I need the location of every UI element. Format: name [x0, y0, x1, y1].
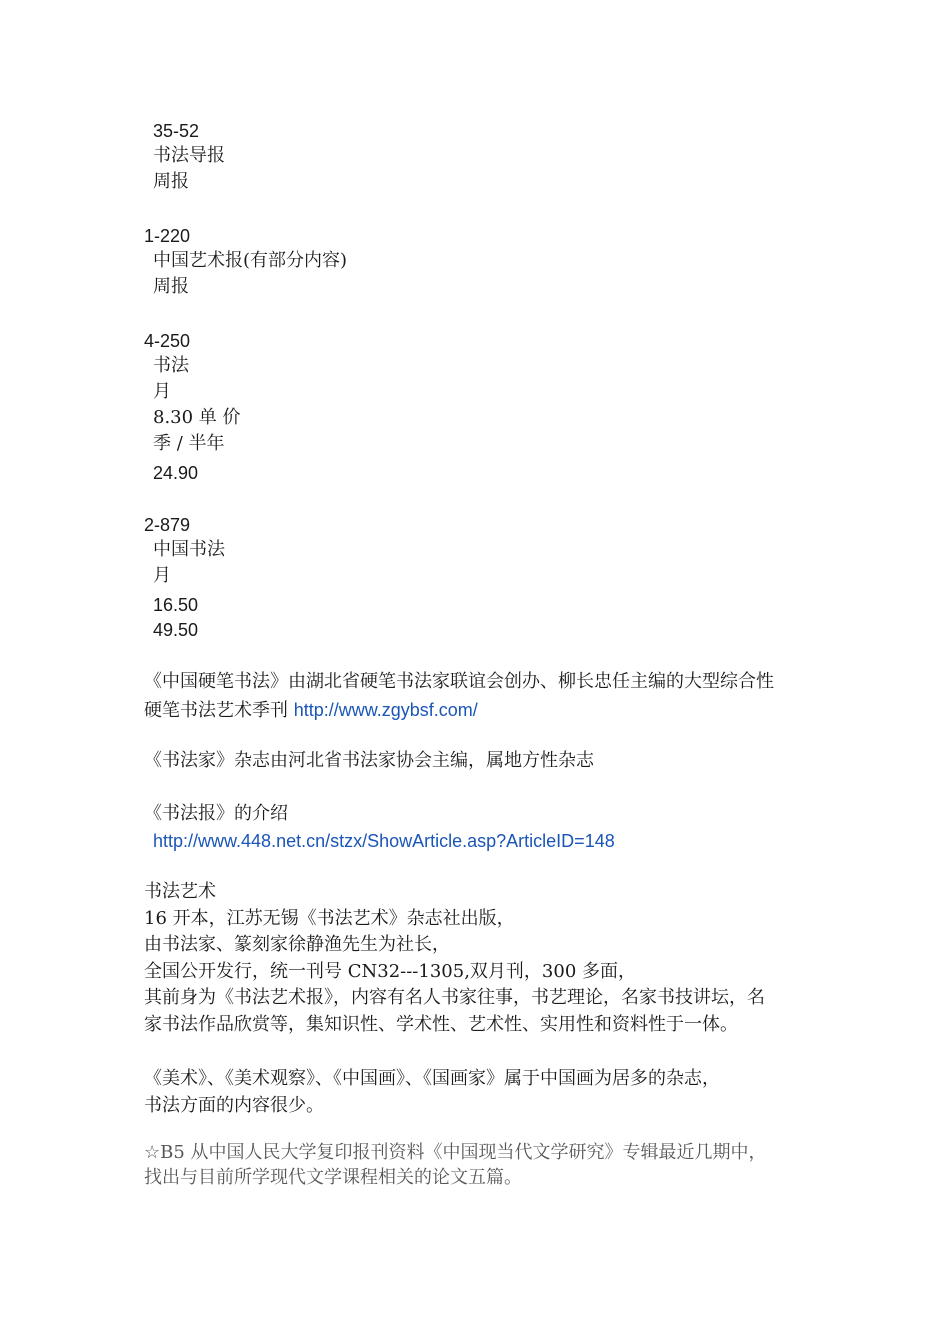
- publication-name: 中国书法: [153, 539, 225, 560]
- paragraph-line: 书法方面的内容很少。: [144, 1095, 324, 1116]
- issue-code: 4-250: [144, 331, 191, 351]
- publication-name: 中国艺术报(有部分内容): [153, 250, 348, 271]
- issue-code: 1-220: [144, 226, 191, 246]
- assignment-line: 找出与目前所学现代文学课程相关的论文五篇。: [144, 1167, 522, 1188]
- unit-price: 8.30 单 价: [153, 407, 241, 428]
- section-title: 《书法报》的介绍: [144, 803, 288, 824]
- issue-code: 2-879: [144, 515, 191, 535]
- paragraph-line: 由书法家、篆刻家徐静渔先生为社长，: [144, 934, 450, 955]
- publication-frequency: 周报: [153, 171, 189, 192]
- paragraph-line: 《美术》、《美术观察》、《中国画》、《国画家》属于中国画为居多的杂志，: [144, 1068, 720, 1089]
- paragraph-line: 《书法家》杂志由河北省书法家协会主编，属地方性杂志: [144, 750, 594, 771]
- total-price: 49.50: [153, 620, 199, 640]
- publication-frequency: 月: [153, 565, 171, 586]
- paragraph-line: 家书法作品欣赏等，集知识性、学术性、艺术性、实用性和资料性于一体。: [144, 1014, 738, 1035]
- paragraph-line: 16 开本，江苏无锡《书法艺术》杂志社出版，: [144, 908, 515, 929]
- issue-code: 35-52: [153, 121, 200, 141]
- paragraph-line: [144, 697, 478, 724]
- paragraph-text: 硬笔书法艺术季刊: [144, 700, 288, 721]
- paragraph-line: 全国公开发行，统一刊号 CN32---1305,双月刊，300 多面，: [144, 961, 637, 982]
- section-title: 书法艺术: [144, 881, 216, 902]
- subscription-period: 季 / 半年: [153, 433, 225, 454]
- paragraph-line: 《中国硬笔书法》由湖北省硬笔书法家联谊会创办、柳长忠任主编的大型综合性: [144, 671, 774, 692]
- unit-price: 16.50: [153, 595, 199, 615]
- publication-frequency: 月: [153, 381, 171, 402]
- publication-name: 书法: [153, 355, 189, 376]
- website-link[interactable]: http://www.zgybsf.com/: [293, 700, 478, 720]
- publication-frequency: 周报: [153, 276, 189, 297]
- paragraph-line: 其前身为《书法艺术报》，内容有名人书家往事，书艺理论，名家书技讲坛，名: [144, 987, 765, 1008]
- assignment-line: ☆B5 从中国人民大学复印报刊资料《中国现当代文学研究》专辑最近几期中，: [144, 1142, 767, 1163]
- article-link[interactable]: http://www.448.net.cn/stzx/ShowArticle.asp?ArticleID=148: [153, 831, 615, 851]
- publication-name: 书法导报: [153, 145, 225, 166]
- total-price: 24.90: [153, 463, 199, 483]
